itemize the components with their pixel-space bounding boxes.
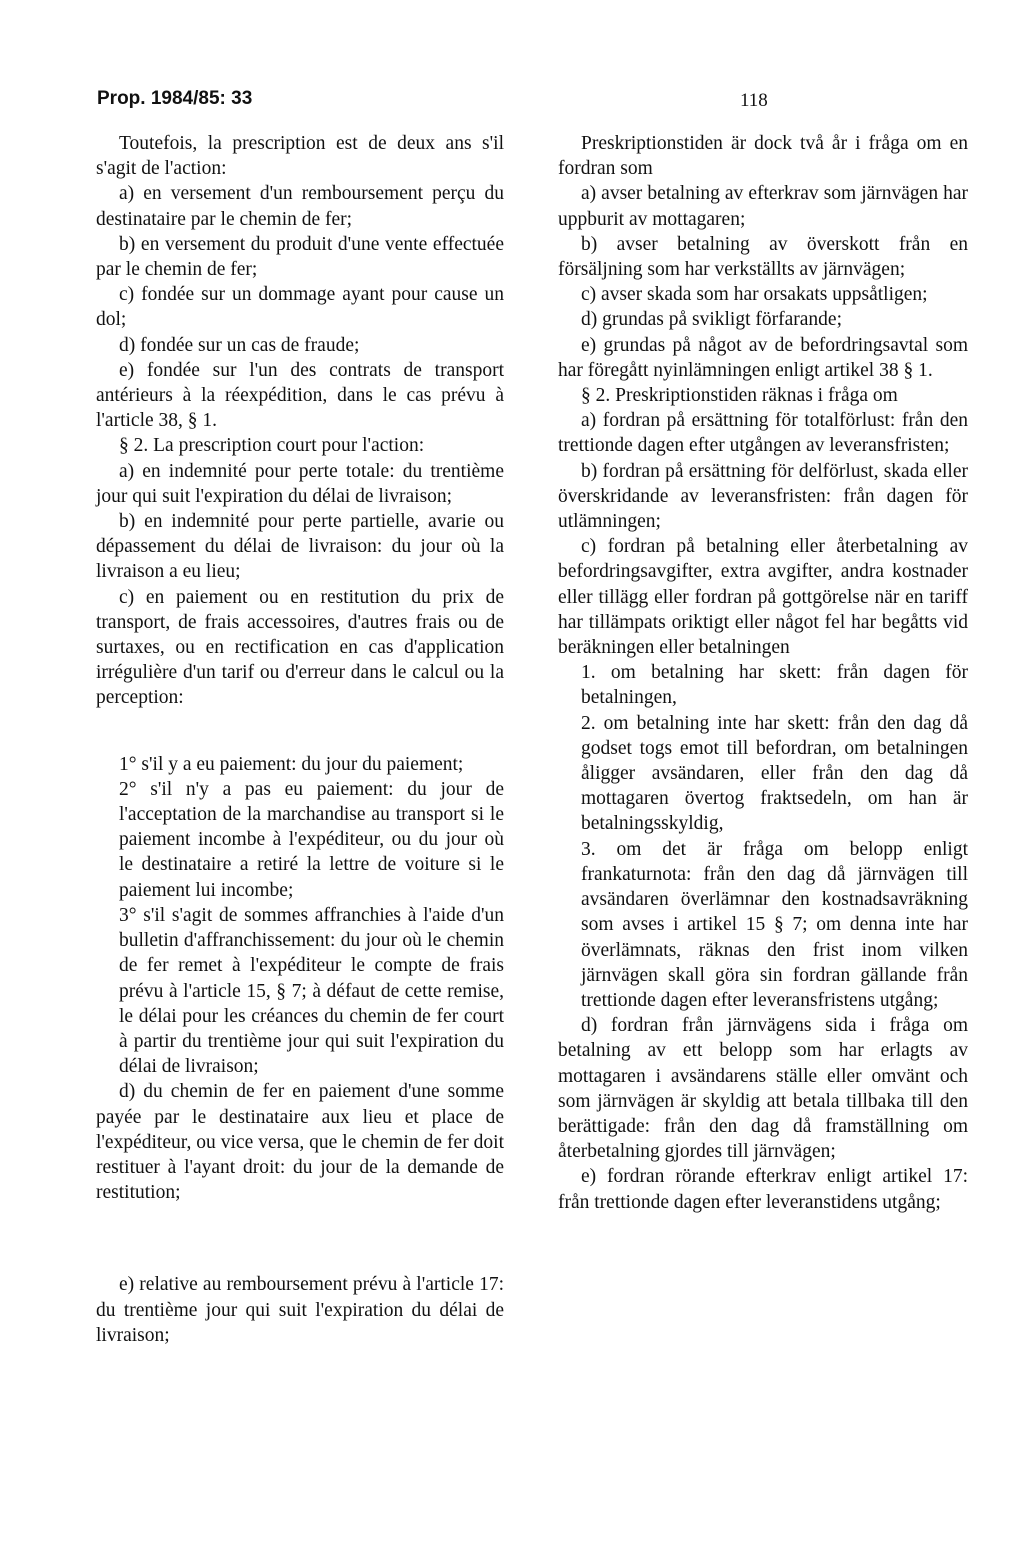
- fr-s2-c-2: 2° s'il n'y a pas eu paiement: du jour de l'acceptation de la marchandise au transport si le paiement incombe à l'expéditeur, ou du jour où le destinataire a retiré la lettre de voiture si le paiement lui incombe;: [119, 778, 504, 901]
- sv-item-a: a) avser betalning av efterkrav som järnvägen har uppburit av mottagaren;: [558, 183, 968, 230]
- fr-s2-item-a: a) en indemnité pour perte totale: du trentième jour qui suit l'expiration du délai de livraison;: [96, 460, 504, 507]
- fr-s2-c-1: 1° s'il y a eu paiement: du jour du paiement;: [119, 753, 464, 775]
- sv-item-e: e) grundas på något av de befordringsavtal som har föregått nyinlämningen enligt artikel 38 § 1.: [558, 334, 968, 381]
- sv-s2-item-a: a) fordran på ersättning för totalförlust: från den trettionde dagen efter utgången av leveransfristen;: [558, 410, 968, 457]
- sv-s2-item-b: b) fordran på ersättning för delförlust, skada eller överskridande av leveransfristen: från dagen för utlämningen;: [558, 460, 968, 533]
- swedish-column: [558, 131, 968, 1215]
- sv-s2-item-c: c) fordran på betalning eller återbetalning av befordringsavgifter, extra avgifter, andra kostnader eller tillägg eller fordran på gottgörelse när en tariff har tillämpats oriktigt eller något fel har begåtts vid beräkningen eller betalningen: [558, 536, 968, 659]
- sv-item-b: b) avser betalning av överskott från en försäljning som har verkställts av järnvägen;: [558, 233, 968, 281]
- sv-s2-item-e: e) fordran rörande efterkrav enligt artikel 17: från trettionde dagen efter leveranstidens utgång;: [558, 1166, 968, 1213]
- fr-s2-item-c: c) en paiement ou en restitution du prix de transport, de frais accessoires, d'autres frais ou de surtaxes, ou en rectification en cas d'application irrégulière d'un tarif ou d'erreur dans le calcul ou la perception:: [96, 586, 504, 709]
- sv-item-d: d) grundas på svikligt förfarande;: [581, 309, 843, 331]
- fr-s2-item-d: d) du chemin de fer en paiement d'une somme payée par le destinataire aux lieu et place de l'expéditeur, ou vice versa, que le chemin de fer doit restituer à l'ayant droit: du jour de la demande de restitution;: [96, 1081, 504, 1204]
- sv-s2-c-3: 3. om det är fråga om belopp enligt frankaturnota: från den dag då järnvägen till avsändaren överlämnar den kostnadsavräkning som avses i artikel 15 § 7; om denna inte har överlämnats, räknas den frist inom vilken järnvägen skall göra sin fordran gällande från trettionde dagen efter leveransfristens utgång;: [581, 838, 968, 1011]
- fr-intro: Toutefois, la prescription est de deux ans s'il s'agit de l'action:: [96, 133, 504, 180]
- document-reference: Prop. 1984/85: 33: [97, 88, 253, 109]
- page-number: 118: [740, 90, 768, 111]
- fr-item-b: b) en versement du produit d'une vente effectuée par le chemin de fer;: [96, 233, 504, 281]
- fr-s2-item-b: b) en indemnité pour perte partielle, avarie ou dépassement du délai de livraison: du jour où la livraison a eu lieu;: [96, 511, 504, 583]
- french-column: [96, 131, 504, 1348]
- sv-item-c: c) avser skada som har orsakats uppsåtligen;: [581, 284, 928, 306]
- sv-s2-item-d: d) fordran från järnvägens sida i fråga om betalning av ett belopp som har erlagts av mottagaren i avsändarens ställe eller omvänt och som järnvägen är skyldig att betala tillbaka till den berättigade: från den dag då framställning om återbetalning gjordes till järnvägen;: [558, 1015, 968, 1163]
- sv-s2-c-2: 2. om betalning inte har skett: från den dag då godset togs emot till befordran, om betalningen åligger avsändaren, eller från den dag då mottagaren övertog fraktsedeln, om han är betalningsskyldig,: [581, 712, 968, 835]
- fr-item-e: e) fondée sur l'un des contrats de transport antérieurs à la réexpédition, dans le cas prévu à l'article 38, § 1.: [96, 359, 504, 432]
- fr-s2-c-3: 3° s'il s'agit de sommes affranchies à l'aide d'un bulletin d'affranchissement: du jour où le chemin de fer remet à l'expéditeur le compte de frais prévu à l'article 15, § 7; à défaut de cette remise, le délai pour les créances du chemin de fer court à partir du trentième jour qui suit l'expiration du délai de livraison;: [119, 904, 504, 1078]
- sv-intro: Preskriptionstiden är dock två år i fråga om en fordran som: [558, 133, 968, 180]
- sv-section-2: § 2. Preskriptionstiden räknas i fråga om: [581, 385, 898, 407]
- fr-item-a: a) en versement d'un remboursement perçu du destinataire par le chemin de fer;: [96, 183, 504, 230]
- fr-section-2: § 2. La prescription court pour l'action:: [119, 435, 425, 457]
- fr-s2-item-e: e) relative au remboursement prévu à l'article 17: du trentième jour qui suit l'expiration du délai de livraison;: [96, 1274, 504, 1346]
- sv-s2-c-1: 1. om betalning har skett: från dagen för betalningen,: [581, 662, 968, 709]
- fr-item-d: d) fondée sur un cas de fraude;: [119, 334, 360, 356]
- fr-item-c: c) fondée sur un dommage ayant pour cause un dol;: [96, 284, 504, 331]
